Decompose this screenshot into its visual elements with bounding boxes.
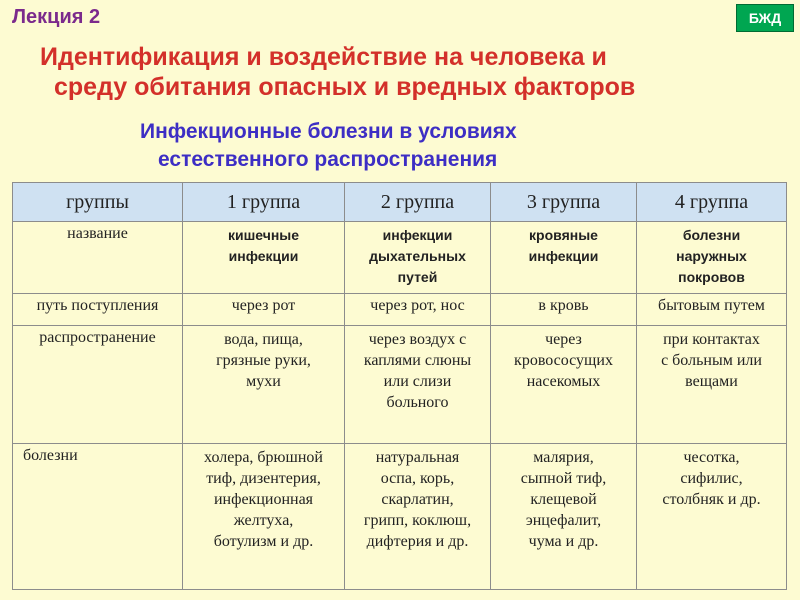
cell-text: через кровососущих насекомых (514, 331, 613, 390)
table-cell: в кровь (491, 294, 637, 326)
cell-text: инфекции дыхательных путей (369, 227, 466, 285)
column-header-groups: группы (13, 183, 183, 222)
table-cell (345, 222, 491, 294)
cell-text: чесотка, сифилис, столбняк и др. (662, 449, 761, 508)
cell-text: вода, пища, грязные руки, мухи (216, 331, 311, 390)
cell-text: малярия, сыпной тиф, клещевой энцефалит, чума и др. (520, 449, 607, 550)
table-cell (637, 326, 787, 444)
row-label-entry-path: путь поступления (13, 294, 183, 326)
lecture-label: Лекция 2 (12, 6, 101, 28)
row-label-name: название (13, 222, 183, 294)
infection-groups-table (12, 182, 787, 590)
subject-badge: БЖД (736, 4, 794, 32)
column-header-group-2: 2 группа (345, 183, 491, 222)
cell-text: при контактах с больным или вещами (661, 331, 762, 390)
title-line-2: среду обитания опасных и вредных факторов (54, 73, 636, 101)
title-line-1: Идентификация и воздействие на человека и (40, 43, 607, 71)
cell-text: холера, брюшной тиф, дизентерия, инфекционная желтуха, ботулизм и др. (204, 449, 323, 550)
table-cell: через рот (183, 294, 345, 326)
table-row-name (13, 222, 787, 294)
cell-text: через воздух с каплями слюны или слизи больного (363, 331, 472, 411)
cell-text: болезни наружных покровов (676, 227, 747, 285)
table-cell (637, 444, 787, 590)
table-cell (183, 326, 345, 444)
subtitle-line-2: естественного распространения (158, 148, 498, 171)
row-label-spread: распространение (13, 326, 183, 444)
page-title (40, 42, 790, 102)
cell-text: натуральная оспа, корь, скарлатин, грипп, коклюш, дифтерия и др. (363, 449, 472, 550)
cell-text: кишечные инфекции (227, 227, 300, 264)
table-row-diseases (13, 444, 787, 590)
table-cell (345, 326, 491, 444)
table-cell (491, 222, 637, 294)
table-header-row (13, 183, 787, 222)
table-row-spread (13, 326, 787, 444)
table-cell (491, 326, 637, 444)
table-cell (345, 444, 491, 590)
table-cell (637, 222, 787, 294)
table-cell (183, 222, 345, 294)
table-cell (491, 444, 637, 590)
page-subtitle (140, 118, 660, 174)
column-header-group-4: 4 группа (637, 183, 787, 222)
table-cell (183, 444, 345, 590)
subtitle-line-1: Инфекционные болезни в условиях (140, 120, 517, 143)
table-row-entry-path (13, 294, 787, 326)
cell-text: кровяные инфекции (528, 227, 599, 264)
column-header-group-1: 1 группа (183, 183, 345, 222)
column-header-group-3: 3 группа (491, 183, 637, 222)
row-label-diseases: болезни (13, 444, 183, 590)
table-cell: бытовым путем (637, 294, 787, 326)
table-cell: через рот, нос (345, 294, 491, 326)
